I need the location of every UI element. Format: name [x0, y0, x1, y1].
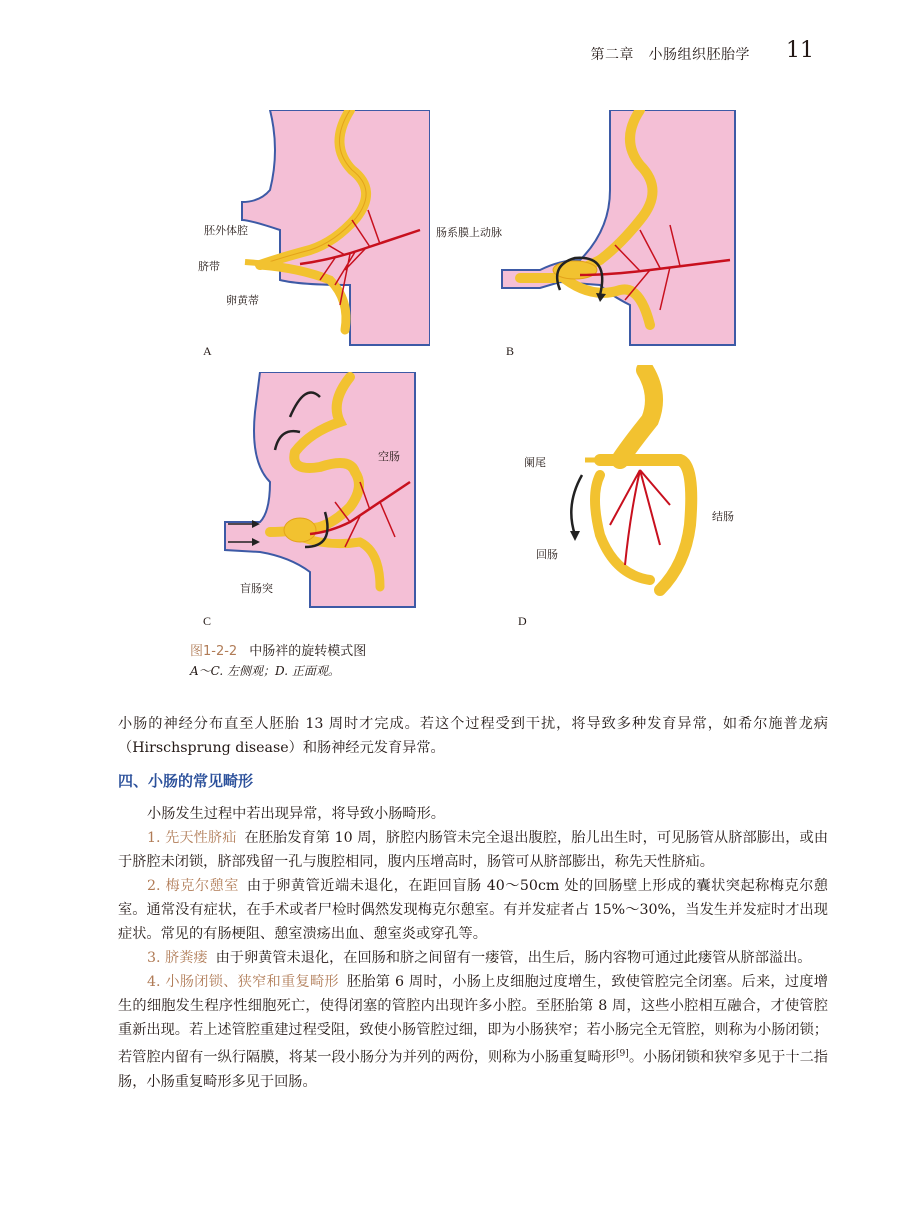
- label-colon: 结肠: [712, 510, 734, 523]
- item2-term: 2. 梅克尔憩室: [147, 878, 239, 894]
- label-ileum: 回肠: [536, 548, 558, 561]
- figure-panel-c: [220, 372, 420, 612]
- chapter-title: 第二章 小肠组织胚胎学: [590, 47, 750, 63]
- label-vitelline-duct: 卵黄蒂: [226, 294, 259, 307]
- item-umbilical-hernia: [118, 826, 828, 874]
- panel-label-d: D: [518, 614, 527, 628]
- item4-tail: 。小肠闭锁和狭窄多见于十二指肠，小肠重复畸形多见于回肠。: [118, 1049, 828, 1090]
- label-appendix: 阑尾: [524, 456, 546, 469]
- item-atresia: [118, 970, 828, 1094]
- label-umbilical-cord: 脐带: [198, 260, 220, 273]
- figure-panel-a: [240, 110, 430, 350]
- label-extraembryonic-coelom: 胚外体腔: [204, 224, 248, 237]
- caption-subtitle: A～C. 左侧观；D. 正面观。: [190, 664, 340, 678]
- item3-term: 3. 脐粪瘘: [147, 950, 208, 966]
- item4-term: 4. 小肠闭锁、狭窄和重复畸形: [147, 974, 339, 990]
- item-fistula: [118, 946, 828, 970]
- panel-label-b: B: [506, 344, 515, 358]
- label-jejunum: 空肠: [378, 450, 400, 463]
- figure-panel-d: [560, 365, 710, 605]
- page-header: [0, 40, 900, 70]
- figure-caption: [190, 640, 366, 679]
- section-title: 四、小肠的常见畸形: [118, 772, 254, 790]
- item1-term: 1. 先天性脐疝: [147, 830, 237, 846]
- caption-number: 图1-2-2: [190, 644, 238, 659]
- caption-title-line: [190, 640, 366, 659]
- panel-a-illustration: [240, 110, 430, 350]
- body-text: [118, 712, 828, 1094]
- item1-text: 在胚胎发育第 10 周，脐腔内肠管未完全退出腹腔，胎儿出生时，可见肠管从脐部膨出，或由于脐腔未闭锁，脐部残留一孔与腹腔相同，腹内压增高时，肠管可从脐部膨出，称先天性脐疝。: [118, 830, 829, 870]
- citation-ref: [9]: [616, 1049, 629, 1059]
- panel-b-illustration: [500, 110, 740, 350]
- item2-text: 由于卵黄管近端未退化，在距回盲肠 40～50cm 处的回肠壁上形成的囊状突起称梅克尔憩室。通常没有症状，在手术或者尸检时偶然发现梅克尔憩室。有并发症者占 15%～30%，当发生并发症时才出现症状。常见的有肠梗阻、憩室溃疡出血、憩室炎或穿孔等。: [118, 878, 828, 942]
- panel-d-illustration: [560, 365, 710, 605]
- panel-label-a: A: [203, 344, 212, 358]
- label-cecal-bud: 盲肠突: [240, 582, 273, 595]
- panel-label-c: C: [203, 614, 212, 628]
- paragraph-nerve-distribution: 小肠的神经分布直至人胚胎 13 周时才完成。若这个过程受到干扰，将导致多种发育异常，如希尔施普龙病（Hirschsprung disease）和肠神经元发育异常。: [118, 716, 828, 756]
- panel-c-illustration: [220, 372, 420, 612]
- caption-title: 中肠袢的旋转模式图: [249, 644, 367, 659]
- page-number: 11: [786, 38, 814, 63]
- label-sma: 肠系膜上动脉: [436, 226, 502, 239]
- item-meckel: [118, 874, 828, 946]
- figure-panel-b: [500, 110, 740, 350]
- paragraph-intro: 小肠发生过程中若出现异常，将导致小肠畸形。: [147, 806, 445, 822]
- item4-text: 胚胎第 6 周时，小肠上皮细胞过度增生，致使管腔完全闭塞。后来，过度增生的细胞发生程序性细胞死亡，使得闭塞的管腔内出现许多小腔。至胚胎第 8 周，这些小腔相互融合，才使管腔重新出现。若上述管腔重建过程受阻，致使小肠管腔过细，即为小肠狭窄；若小肠完全无管腔，则称为小肠闭锁；若管腔内留有一纵行隔膜，将某一段小肠分为并列的两份，则称为小肠重复畸形: [118, 974, 828, 1066]
- item3-text: 由于卵黄管未退化，在回肠和脐之间留有一瘘管，出生后，肠内容物可通过此瘘管从脐部溢出。: [215, 950, 812, 966]
